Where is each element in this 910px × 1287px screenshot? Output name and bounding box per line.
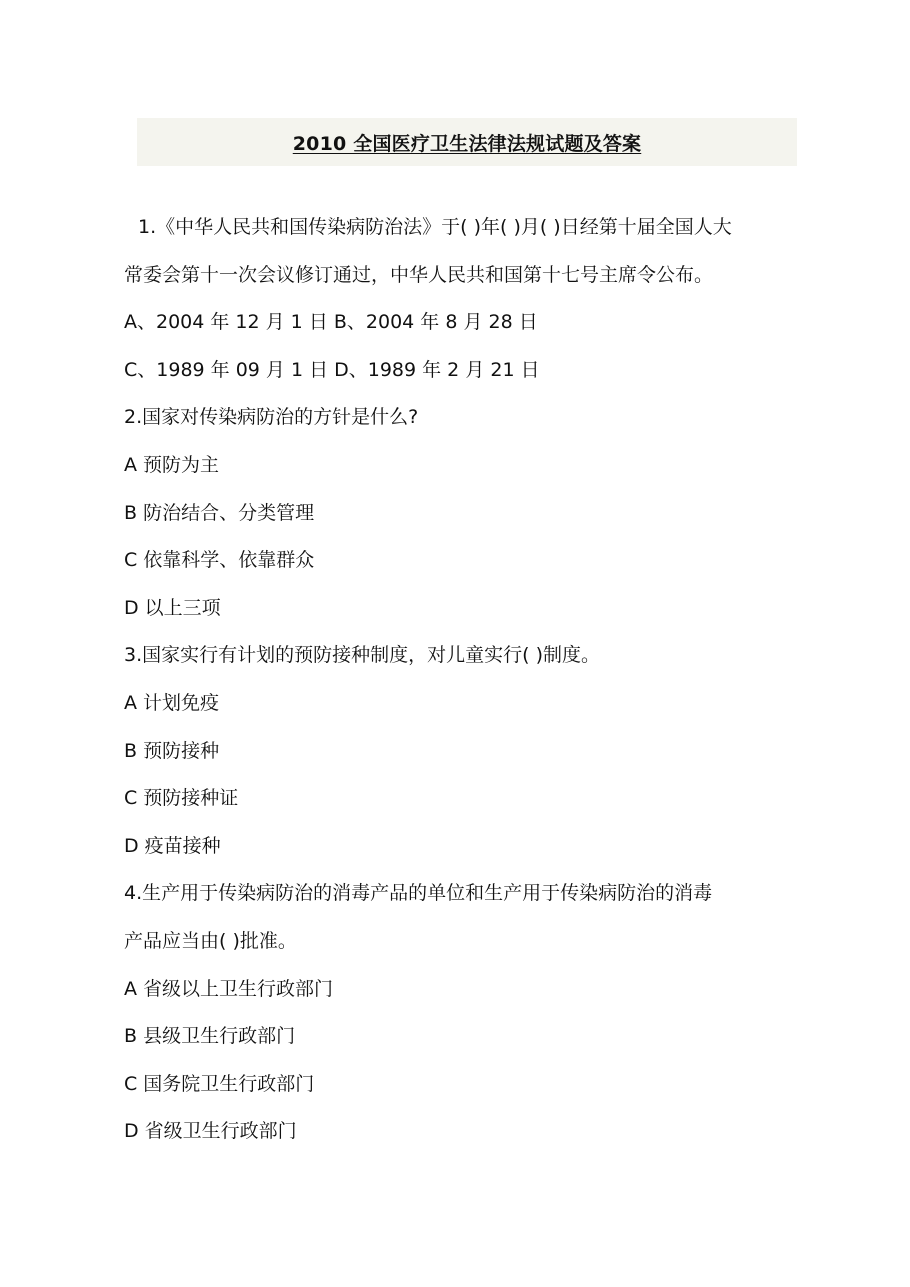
question-3-option-d: D 疫苗接种 [124, 834, 221, 857]
question-1-stem: 1.《中华人民共和国传染病防治法》于( )年( )月( )日经第十届全国人大 [138, 216, 732, 238]
document-title: 2010 全国医疗卫生法律法规试题及答案 [292, 132, 642, 155]
question-1-options-ab: A、2004 年 12 月 1 日 B、2004 年 8 月 28 日 [124, 311, 538, 334]
question-4-option-b: B 县级卫生行政部门 [124, 1025, 296, 1048]
question-4-stem-continued: 产品应当由( )批准。 [124, 929, 297, 952]
question-1-stem-continued: 常委会第十一次会议修订通过，中华人民共和国第十七号主席令公布。 [124, 263, 714, 286]
question-3-option-c: C 预防接种证 [124, 787, 239, 810]
question-2-option-b: B 防治结合、分类管理 [124, 501, 315, 524]
question-3-option-b: B 预防接种 [124, 739, 220, 762]
question-2-option-d: D 以上三项 [124, 596, 221, 619]
question-1-options-cd: C、1989 年 09 月 1 日 D、1989 年 2 月 21 日 [124, 358, 540, 381]
question-4-option-d: D 省级卫生行政部门 [124, 1120, 297, 1143]
question-3-stem: 3.国家实行有计划的预防接种制度，对儿童实行( )制度。 [124, 644, 600, 667]
question-4-option-c: C 国务院卫生行政部门 [124, 1072, 315, 1095]
title-band [137, 118, 797, 166]
question-2-stem: 2.国家对传染病防治的方针是什么? [124, 406, 419, 429]
question-4-stem: 4.生产用于传染病防治的消毒产品的单位和生产用于传染病防治的消毒 [124, 882, 713, 905]
question-2-option-a: A 预防为主 [124, 453, 220, 476]
question-3-option-a: A 计划免疫 [124, 691, 220, 714]
question-2-option-c: C 依靠科学、依靠群众 [124, 549, 315, 572]
question-4-option-a: A 省级以上卫生行政部门 [124, 977, 334, 1000]
document-body [124, 204, 814, 1156]
